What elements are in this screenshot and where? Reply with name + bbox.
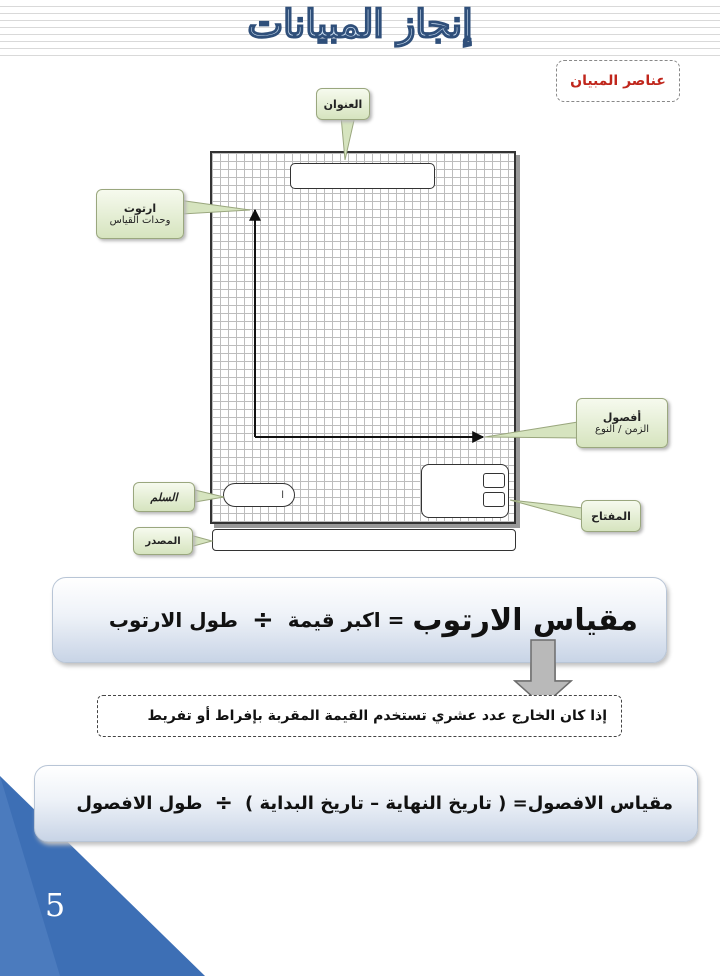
key-pointer [510,500,583,520]
formula1-lhs: مقياس الارتوب [412,602,638,638]
scale-callout [133,482,195,512]
y-axis-callout-title: ارتوت [123,202,157,215]
division-icon: ÷ [214,791,233,816]
scale-pointer [195,490,224,502]
title-callout [316,88,370,120]
y-axis-callout-subtitle: وحدات القياس [109,215,171,226]
division-icon: ÷ [251,605,274,635]
x-axis-callout-subtitle: الزمن / النوع [595,424,650,435]
x-axis-callout [576,398,668,448]
title-pointer [341,116,355,160]
scale-callout-text: السلم [150,490,178,504]
formula2-lhs: مقياس الافصول= ( تاريخ النهاية – تاريخ البداية ) [244,793,673,814]
rounding-note [97,695,622,737]
formula1-rhs-b: طول الارتوب [108,608,238,632]
section-label-text: عناصر المبيان [570,73,666,89]
formula1-rhs-a: = اكبر قيمة [287,608,405,632]
page-number: 5 [44,886,66,924]
key-callout-text: المفتاح [591,509,631,523]
source-callout [133,527,193,555]
page-title: إنجاز المبيانات [247,1,473,46]
y-axis-pointer [178,200,250,214]
x-axis-callout-title: أفصول [602,411,642,424]
x-axis-pointer [485,422,580,438]
scale-value: ا [281,489,284,501]
rounding-note-text: إذا كان الخارج عدد عشري تستخدم القيمة المقربة بإفراط أو تفريط [147,708,607,724]
source-pointer [190,535,212,547]
key-callout [581,500,641,532]
x-scale-formula [34,765,698,842]
source-callout-text: المصدر [145,535,181,547]
title-callout-text: العنوان [323,97,363,111]
formula2-rhs: طول الافصول [76,793,203,814]
y-axis-callout [96,189,184,239]
